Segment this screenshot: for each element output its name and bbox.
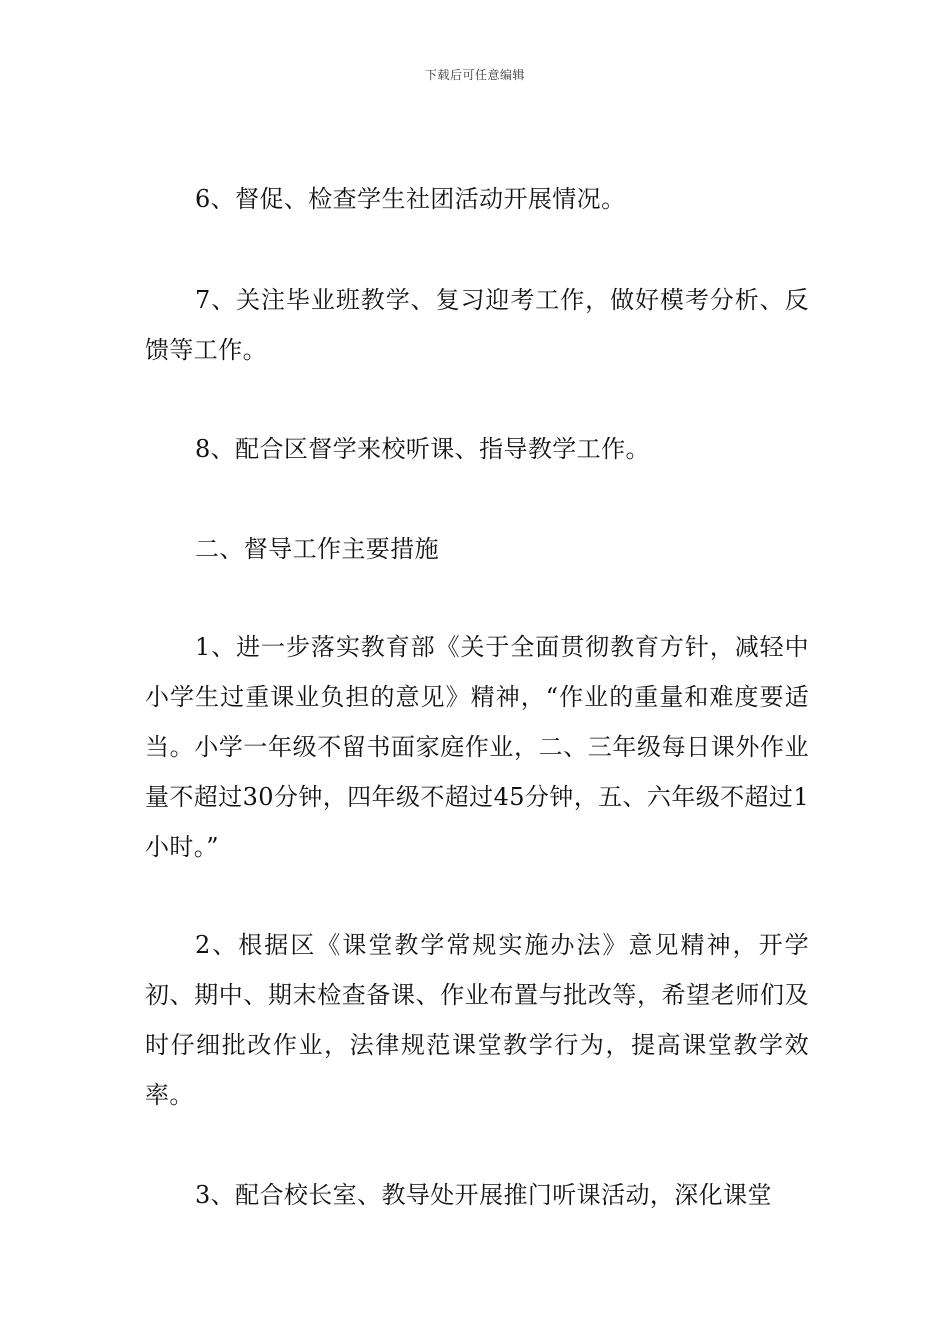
paragraph-measure-3: 3、配合校长室、教导处开展推门听课活动，深化课堂 (195, 1181, 772, 1209)
paragraph-measure-2: 2、根据区《课堂教学常规实施办法》意见精神，开学初、期中、期末检查备课、作业布置与批改等，希望老师们及时仔细批改作业，法律规范课堂教学行为，提高课堂教学效率。 (145, 931, 809, 1109)
section-heading-measures: 二、督导工作主要措施 (195, 535, 439, 563)
paragraph-item-8: 8、配合区督学来校听课、指导教学工作。 (195, 435, 650, 463)
paragraph-item-7: 7、关注毕业班教学、复习迎考工作，做好模考分析、反馈等工作。 (145, 286, 809, 364)
page-header: 下载后可任意编辑 (424, 68, 525, 82)
paragraph-item-6: 6、督促、检查学生社团活动开展情况。 (195, 185, 626, 213)
paragraph-measure-1: 1、进一步落实教育部《关于全面贯彻教育方针，减轻中小学生过重课业负担的意见》精神，“作业的重量和难度要适当。小学一年级不留书面家庭作业，二、三年级每日课外作业量不超过30分钟，四年级不超过45分钟，五、六年级不超过1小时。” (145, 633, 809, 861)
